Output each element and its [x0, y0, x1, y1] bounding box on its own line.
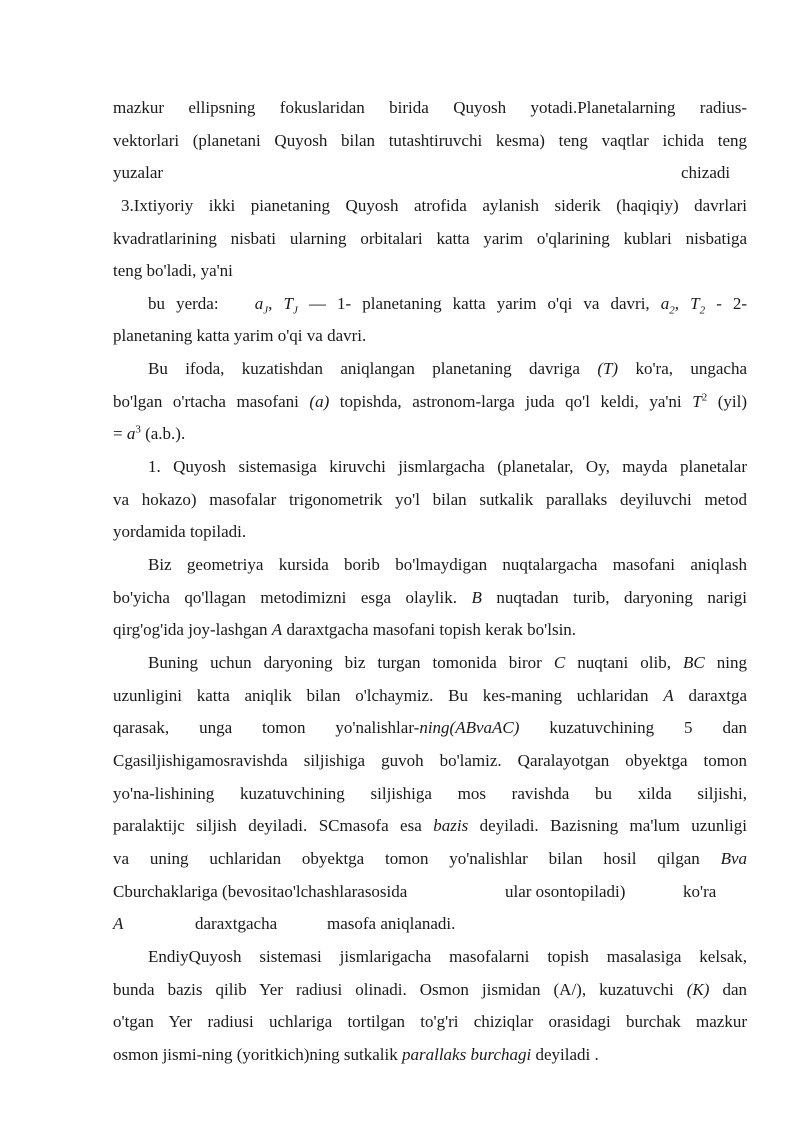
text-line: o'tgan Yer radiusi uchlariga tortilgan to'g'ri chiziqlar orasidagi burchak mazkur	[113, 1012, 747, 1031]
text-line: kvadratlarining nisbati ularning orbitalari katta yarim o'qlarining kublari nisbatiga	[113, 229, 747, 248]
text-line: bunda bazis qilib Yer radiusi olinadi. Osmon jismidan (A/), kuzatuvchi (K) dan	[113, 980, 748, 999]
symbol: A	[113, 914, 124, 933]
symbol: (T)	[597, 359, 619, 378]
text-line: EndiyQuyosh sistemasi jismlarigacha masofalarni topish masalasiga kelsak,	[148, 947, 747, 966]
symbol: (K)	[686, 980, 710, 999]
text-line	[113, 163, 747, 183]
text-line: qarasak, unga tomon yo'nalishlar-ning(ABvaAC) kuzatuvchining 5 dan	[113, 718, 748, 737]
text-line: A daraxtgacha masofa aniqlanadi.	[113, 914, 456, 933]
symbol: ning(ABvaAC)	[419, 718, 520, 737]
text-line: Biz geometriya kursida borib bo'lmaydigan nuqtalargacha masofani aniqlash	[148, 555, 747, 574]
text-line: 3.Ixtiyoriy ikki pianetaning Quyosh atrofida aylanish siderik (haqiqiy) davrlari	[121, 196, 747, 215]
text-line: mazkur ellipsning fokuslaridan birida Quyosh yotadi.Planetalarning radius-	[113, 98, 747, 117]
text-fragment: bu yerda:	[148, 294, 219, 313]
term: parallaks burchagi	[401, 1045, 532, 1064]
symbol: A	[663, 686, 674, 705]
text-line: bo'lgan o'rtacha masofani (a) topishda, astronom-larga juda qo'l keldi, ya'ni $T^2$ (yil)	[113, 391, 748, 411]
text-line: paralaktijc siljish deyiladi. SCmasofa esa bazis deyiladi. Bazisning ma'lum uzunligi	[113, 816, 748, 835]
text-line: Bu ifoda, kuzatishdan aniqlangan planetaning davriga (T) ko'ra, ungacha	[148, 359, 747, 378]
symbol: A	[271, 620, 283, 639]
text-fragment: - 2-	[716, 294, 748, 313]
text-line: Cburchaklariga (bevositao'lchashlarasosida ular osontopiladi) ko'ra	[113, 882, 717, 901]
text-line: teng bo'ladi, ya'ni	[113, 261, 233, 280]
symbol: $T_J$	[283, 294, 298, 317]
symbol: T	[692, 392, 702, 411]
symbol: Bva	[720, 849, 747, 868]
text-line: osmon jismi-ning (yoritkich)ning sutkalik parallaks burchagi deyiladi .	[113, 1045, 599, 1064]
text-line: Buning uchun daryoning biz turgan tomonida biror C nuqtani olib, BC ning	[148, 653, 747, 672]
text-line: 1. Quyosh sistemasiga kiruvchi jismlargacha (planetalar, Oy, mayda planetalar	[148, 457, 747, 476]
text-line: Cgasiljishigamosravishda siljishiga guvoh bo'lamiz. Qaralayotgan obyektga tomon	[113, 751, 747, 770]
symbol: BC	[683, 653, 705, 672]
symbol: $a_2$	[660, 294, 675, 317]
symbol: a	[126, 424, 136, 443]
text-line: bu yerda: $a_J$, $T_J$ — 1- planetaning katta yarim o'qi va davri, $a_2$, $T_2 - 2-$	[148, 294, 748, 317]
symbol: C	[553, 653, 566, 672]
symbol: $a_J$	[254, 294, 269, 317]
text-fragment: yuzalar	[113, 163, 164, 182]
text-line: uzunligini katta aniqlik bilan o'lchaymiz. Bu kes-maning uchlaridan A daraxtga	[113, 686, 747, 705]
text-fragment: — 1- planetaning katta yarim o'qi va davri,	[308, 294, 650, 313]
text-line: yordamida topiladi.	[113, 522, 247, 541]
text-line: va uning uchlaridan obyektga tomon yo'nalishlar bilan hosil qilgan Bva	[113, 849, 747, 868]
text-line: bo'yicha qo'llagan metodimizni esga olaylik. B nuqtadan turib, daryoning narigi	[113, 588, 748, 607]
term: bazis	[433, 816, 469, 835]
text-fragment: chizadi	[681, 163, 731, 182]
text-line: yo'na-lishining kuzatuvchining siljishiga mos ravishda bu xilda siljishi,	[113, 784, 747, 803]
text-line: va hokazo) masofalar trigonometrik yo'l bilan sutkalik parallaks deyiluvchi metod	[113, 490, 747, 509]
symbol: (a)	[309, 392, 330, 411]
text-line: planetaning katta yarim o'qi va davri.	[113, 326, 367, 345]
text-line: vektorlari (planetani Quyosh bilan tutashtiruvchi kesma) teng vaqtlar ichida teng	[113, 131, 747, 150]
symbol: B	[471, 588, 482, 607]
text-line: qirg'og'ida joy-lashgan A daraxtgacha masofani topish kerak bo'lsin.	[113, 620, 577, 639]
text-line: = $a^3$ (a.b.).	[113, 423, 186, 443]
symbol: $T_2$	[690, 294, 706, 317]
